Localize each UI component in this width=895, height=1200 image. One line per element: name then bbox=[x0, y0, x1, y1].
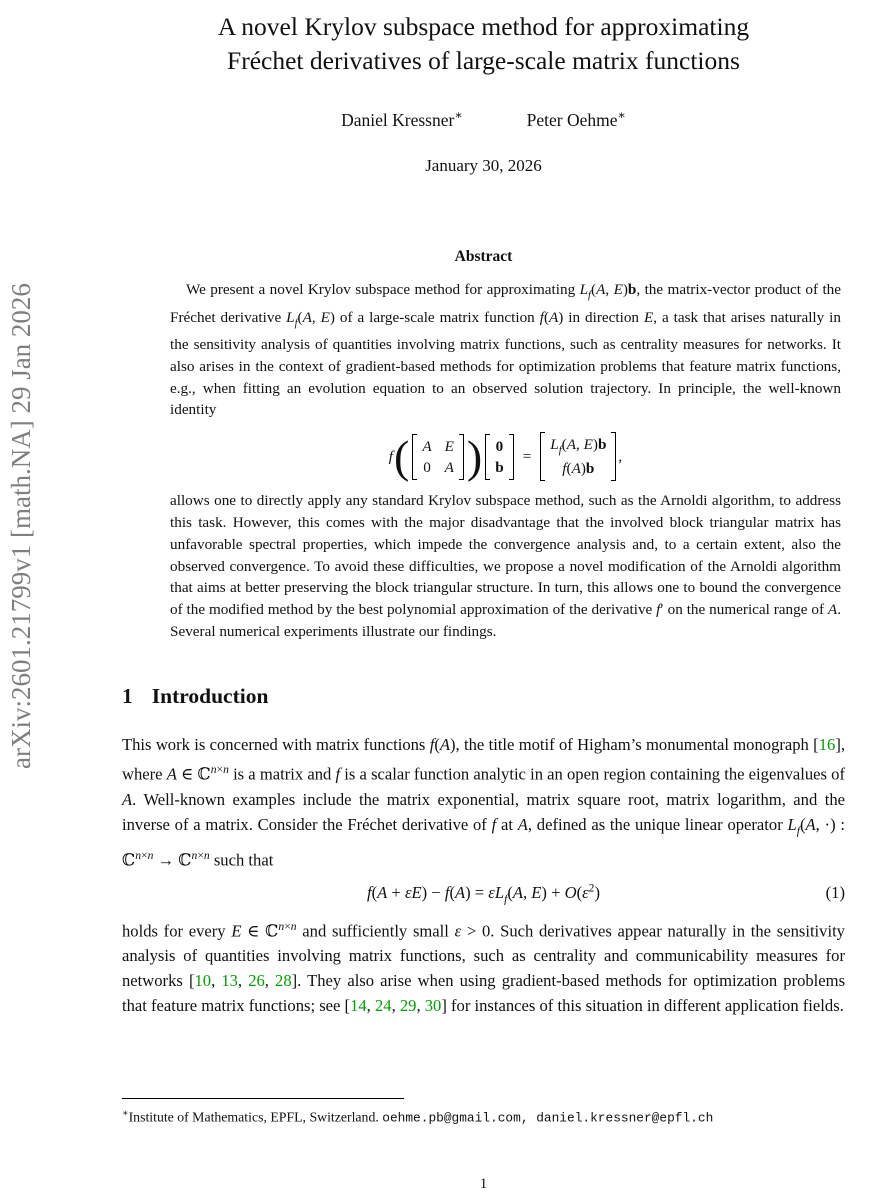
citation-link[interactable]: 28 bbox=[275, 971, 292, 991]
citation-link[interactable]: 10 bbox=[194, 971, 212, 991]
citation-link[interactable]: 24 bbox=[374, 996, 392, 1016]
bracket-right bbox=[509, 434, 514, 480]
matrix-cell: 0 bbox=[423, 458, 431, 476]
paper-date: January 30, 2026 bbox=[425, 155, 542, 175]
abstract-display-equation bbox=[170, 432, 841, 481]
author-emails: oehme.pb@gmail.com, daniel.kressner@epfl.ch bbox=[382, 1110, 714, 1126]
vector-cell: f(A)b bbox=[562, 460, 595, 478]
result-vector bbox=[540, 432, 616, 481]
intro-paragraph-2: holds for every E ∈ ℂ$^{n\times n}$ and sufficiently small ε > 0. Such derivatives appear naturally in the sensitivity analysis of quantities involving matrix functions, such as centrality and communicability measures for networks [10, 13, 26, 28]. They also arise when using gradient-based methods for optimization problems that feature matrix functions; see [14, 24, 29, 30] for instances of this situation in different application fields. bbox=[122, 919, 846, 1016]
paper-content bbox=[122, 0, 845, 1018]
author-list bbox=[122, 108, 845, 131]
big-paren-open: ( bbox=[394, 431, 410, 483]
big-paren-close: ) bbox=[466, 431, 483, 483]
citation-link[interactable]: 13 bbox=[221, 971, 238, 991]
vector-cell: b bbox=[495, 458, 504, 476]
footnote bbox=[122, 1098, 845, 1128]
equation-trailing-comma: , bbox=[618, 448, 623, 466]
section-number: 1 bbox=[122, 684, 133, 709]
section-title: Introduction bbox=[151, 684, 269, 709]
citation-link[interactable]: 14 bbox=[350, 996, 367, 1016]
equation-function-symbol: f bbox=[388, 448, 394, 466]
matrix-cell: A bbox=[444, 458, 454, 476]
bracket-right bbox=[611, 432, 616, 481]
matrix-cell: E bbox=[444, 437, 454, 455]
author-name: Daniel Kressner∗ bbox=[341, 108, 463, 130]
paper-title-line2: Fréchet derivatives of large-scale matrix functions bbox=[227, 46, 740, 75]
abstract-paragraph-2: allows one to directly apply any standard Krylov subspace method, such as the Arnoldi algorithm, to address this task. However, this comes with the major disadvantage that the involved block triangular matrix has unfavorable spectral properties, which impede the convergence analysis and, to a certain extent, also the observed convergence. To avoid these difficulties, we propose a novel modification of the Arnoldi algorithm that aims at better preserving the block triangular structure. In turn, this allows one to bound the convergence of the modified method by the best polynomial approximation of the derivative f′ on the numerical range of A. Several numerical experiments illustrate our findings. bbox=[170, 492, 841, 640]
equation-1-formula: $f(A + \varepsilon E) - f(A) = \varepsilon L_f(A$, $E) + O(\varepsilon^2)$ bbox=[366, 881, 601, 906]
page-number: 1 bbox=[479, 1176, 488, 1192]
equation-1 bbox=[122, 882, 845, 906]
citation-link[interactable]: 26 bbox=[248, 971, 265, 991]
citation-link[interactable]: 29 bbox=[399, 996, 417, 1016]
intro-paragraph-1: This work is concerned with matrix functions f(A), the title motif of Higham’s monumental monograph [16], where A ∈ ℂ$^{n\times n}$ is a matrix and f is a scalar function analytic in an open region containing the eigenvalues of A. Well-known examples include the matrix exponential, matrix square root, matrix logarithm, and the inverse of a matrix. Consider the Fréchet derivative of f at A, defined as the unique linear operator $L_f(A$, ·) : ℂ$^{n\times n}$ → ℂ$^{n\times n}$ such that bbox=[122, 735, 846, 870]
footnote-text: ∗Institute of Mathematics, EPFL, Switzerland. oehme.pb@gmail.com, daniel.kressner@epfl.ch bbox=[122, 1108, 714, 1126]
section-heading-introduction bbox=[122, 684, 845, 709]
footnote-rule bbox=[122, 1098, 404, 1099]
vector-cell: $L_f(A$, E)b bbox=[550, 436, 607, 457]
author-name: Peter Oehme∗ bbox=[526, 108, 626, 130]
matrix-cell: A bbox=[422, 437, 432, 455]
citation-link[interactable]: 16 bbox=[818, 735, 836, 755]
paper-title bbox=[122, 0, 845, 78]
arxiv-identifier[interactable]: arXiv:2601.21799v1 [math.NA] 29 Jan 2026 bbox=[6, 283, 36, 769]
equals-sign: = bbox=[522, 448, 532, 466]
vector-cell: 0 bbox=[495, 437, 504, 455]
input-vector bbox=[485, 434, 513, 480]
abstract-heading: Abstract bbox=[454, 247, 513, 265]
block-matrix bbox=[412, 434, 464, 480]
equation-1-number: (1) bbox=[825, 882, 845, 902]
abstract-body bbox=[170, 279, 841, 643]
paper-title-line1: A novel Krylov subspace method for approximating bbox=[217, 12, 750, 41]
abstract-paragraph-1: We present a novel Krylov subspace method for approximating $L_f(A$, E)b, the matrix-vector product of the Fréchet derivative $L_f(A$, E) of a large-scale matrix function f(A) in direction E, a task that arises naturally in the sensitivity analysis of quantities involving matrix functions, such as centrality measures for networks. It also arises in the context of gradient-based methods for optimization problems that feature matrix functions, e.g., when fitting an evolution equation to an observed solution trajectory. In principle, the well-known identity bbox=[170, 280, 842, 419]
citation-link[interactable]: 30 bbox=[424, 996, 442, 1016]
bracket-right bbox=[459, 434, 464, 480]
